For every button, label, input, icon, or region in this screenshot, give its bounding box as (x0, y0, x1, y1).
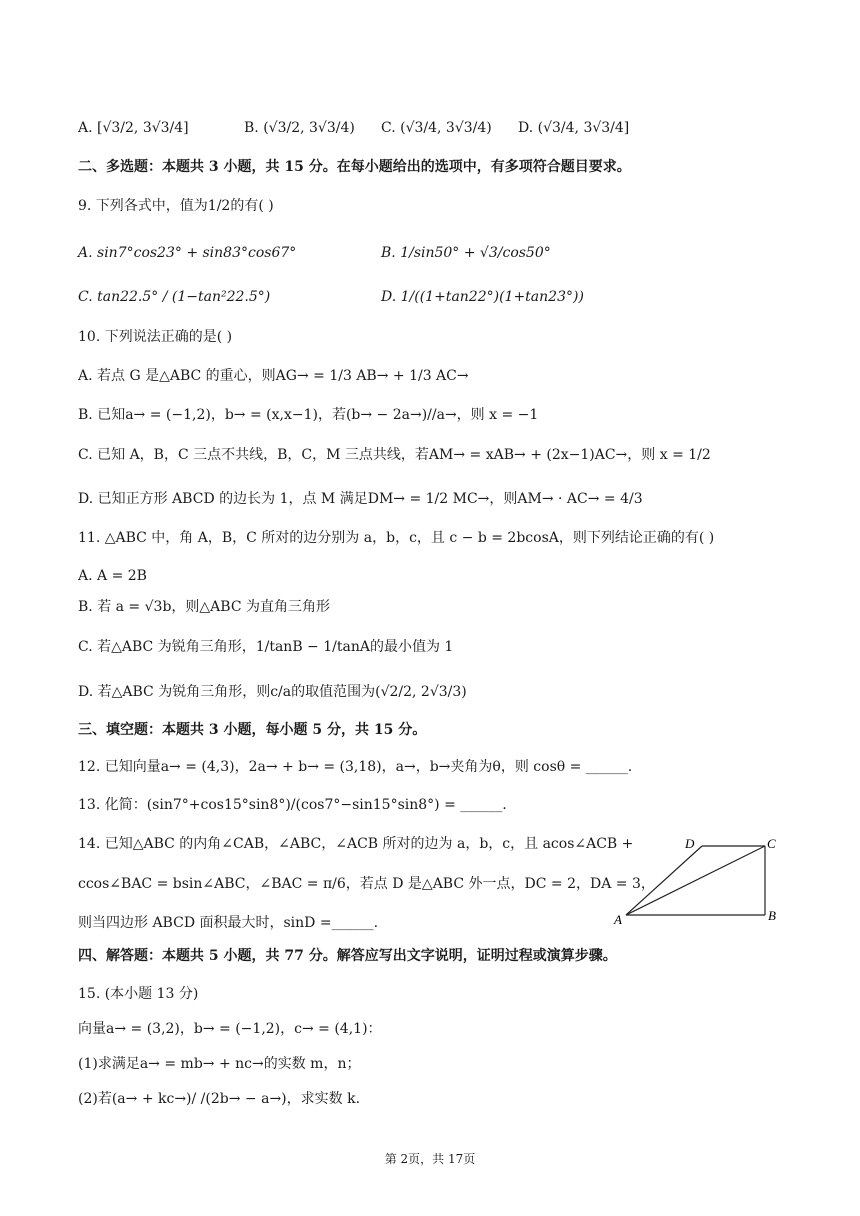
q9-stem: 9. 下列各式中，值为1/2的有( ) (78, 198, 274, 214)
q8-option-c: C. (√3/4, 3√3/4) (381, 120, 492, 136)
section-heading-multi-choice: 二、多选题：本题共 3 小题，共 15 分。在每小题给出的选项中，有多项符合题目要求。 (78, 159, 631, 175)
q13-text: 13. 化简：(sin7°+cos15°sin8°)/(cos7°−sin15°sin8°) = ______. (78, 797, 507, 813)
section-heading-solutions: 四、解答题：本题共 5 小题，共 77 分。解答应写出文字说明，证明过程或演算步骤。 (78, 948, 617, 964)
q11-stem: 11. △ABC 中，角 A，B，C 所对的边分别为 a，b，c，且 c − b = 2bcosA，则下列结论正确的有( ) (78, 530, 715, 546)
q11-option-c: C. 若△ABC 为锐角三角形，1/tanB − 1/tanA的最小值为 1 (78, 639, 454, 655)
label-a: A (614, 912, 622, 927)
q11-option-d: D. 若△ABC 为锐角三角形，则c/a的取值范围为(√2/2, 2√3/3) (78, 684, 467, 700)
label-d: D (685, 836, 695, 851)
q15-given: 向量a→ = (3,2)，b→ = (−1,2)，c→ = (4,1)： (78, 1021, 382, 1037)
q8-option-b: B. (√3/2, 3√3/4) (244, 120, 355, 136)
q14-line-1: 14. 已知△ABC 的内角∠CAB，∠ABC，∠ACB 所对的边为 a，b，c，且 acos∠ACB + (78, 836, 634, 852)
q11-option-a: A. A = 2B (78, 568, 147, 584)
label-c: C (767, 836, 776, 851)
page-footer: 第 2页，共 17页 (384, 1152, 476, 1166)
q9-option-d: D. 1/((1+tan22°)(1+tan23°)) (381, 289, 584, 305)
q9-option-c: C. tan22.5° / (1−tan²22.5°) (78, 289, 271, 305)
segment-da (626, 846, 702, 915)
q9-option-a: A. sin7°cos23° + sin83°cos67° (78, 245, 297, 261)
q15-title: 15. (本小题 13 分) (78, 986, 199, 1002)
q10-option-c: C. 已知 A，B，C 三点不共线，B，C，M 三点共线，若AM→ = xAB→ + (2x−1)AC→，则 x = 1/2 (78, 447, 711, 463)
q14-line-2: ccos∠BAC = bsin∠ABC，∠BAC = π/6，若点 D 是△ABC 外一点，DC = 2，DA = 3， (78, 876, 655, 892)
q8-option-d: D. (√3/4, 3√3/4] (518, 120, 630, 136)
q11-option-b: B. 若 a = √3b，则△ABC 为直角三角形 (78, 599, 330, 615)
q10-option-a: A. 若点 G 是△ABC 的重心，则AG→ = 1/3 AB→ + 1/3 AC→ (78, 368, 469, 384)
section-heading-fill-in: 三、填空题：本题共 3 小题，每小题 5 分，共 15 分。 (78, 722, 427, 738)
q8-option-a: A. [√3/2, 3√3/4] (78, 120, 189, 136)
q9-option-b: B. 1/sin50° + √3/cos50° (381, 245, 551, 261)
q15-part-1: (1)求满足a→ = mb→ + nc→的实数 m，n； (78, 1056, 361, 1072)
q10-stem: 10. 下列说法正确的是( ) (78, 329, 233, 345)
q10-option-b: B. 已知a→ = (−1,2)，b→ = (x,x−1)，若(b→ − 2a→)//a→，则 x = −1 (78, 407, 539, 423)
q15-part-2: (2)若(a→ + kc→)/ /(2b→ − a→)，求实数 k. (78, 1091, 361, 1107)
q10-option-d: D. 已知正方形 ABCD 的边长为 1，点 M 满足DM→ = 1/2 MC→，则AM→ · AC→ = 4/3 (78, 491, 643, 507)
q12-text: 12. 已知向量a→ = (4,3)，2a→ + b→ = (3,18)，a→，b→夹角为θ，则 cosθ = ______. (78, 759, 633, 775)
q14-line-3: 则当四边形 ABCD 面积最大时，sinD =______. (78, 915, 379, 931)
label-b: B (768, 908, 776, 923)
segment-ac (626, 846, 765, 915)
q14-quadrilateral-figure (612, 830, 784, 930)
